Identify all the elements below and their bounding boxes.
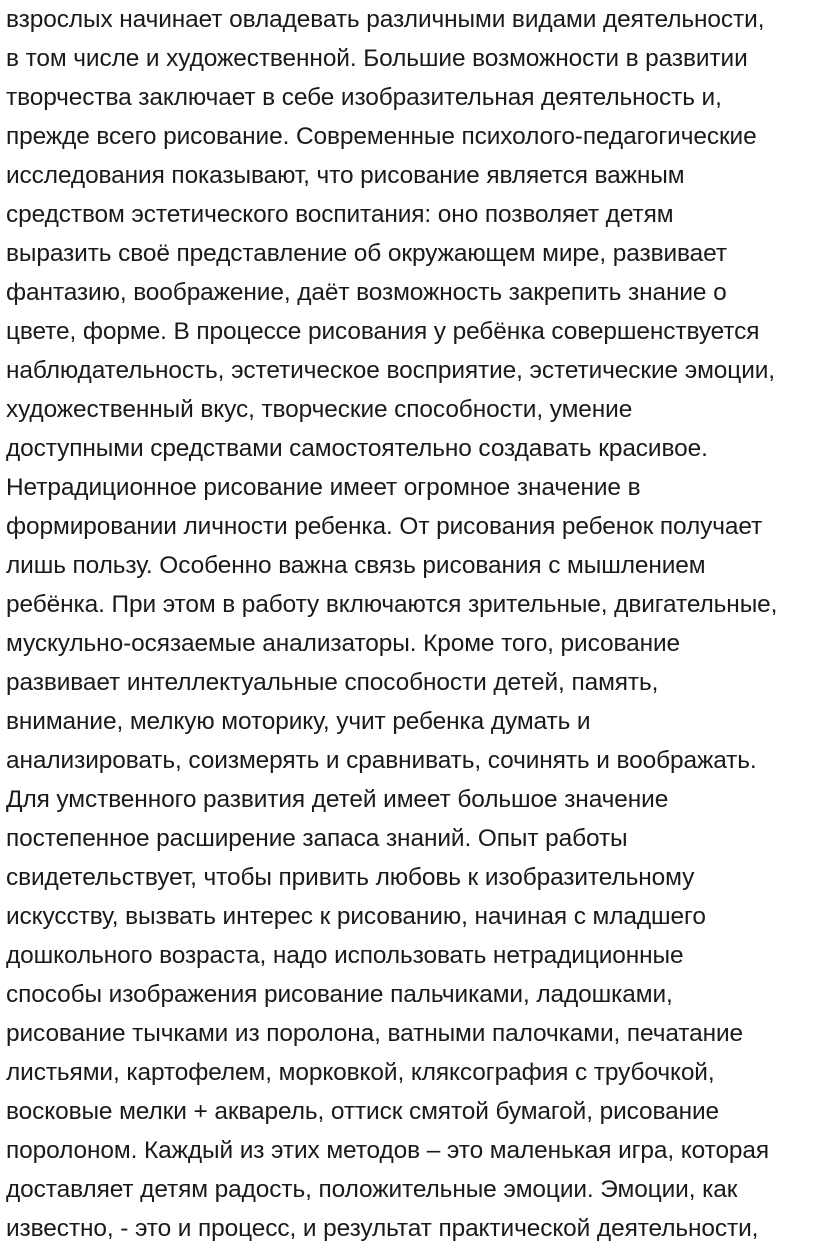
body-text	[6, 0, 816, 1248]
text-line: доставляет детям радость, положительные эмоции. Эмоции, как	[6, 1176, 738, 1203]
text-line: рисование тычками из поролона, ватными палочками, печатание	[6, 1020, 744, 1047]
text-line: известно, - это и процесс, и результат практической деятельности,	[6, 1215, 759, 1242]
text-line: ребёнка. При этом в работу включаются зрительные, двигательные,	[6, 591, 778, 618]
text-line: наблюдательность, эстетическое восприятие, эстетические эмоции,	[6, 357, 775, 384]
text-line: фантазию, воображение, даёт возможность закрепить знание о	[6, 279, 727, 306]
text-line: свидетельствует, чтобы привить любовь к изобразительному	[6, 864, 695, 891]
text-line: творчества заключает в себе изобразительная деятельность и,	[6, 84, 722, 111]
text-line: прежде всего рисование. Современные психолого-педагогические	[6, 123, 757, 150]
text-line: дошкольного возраста, надо использовать нетрадиционные	[6, 942, 684, 969]
text-line: развивает интеллектуальные способности детей, память,	[6, 669, 659, 696]
text-line: Для умственного развития детей имеет большое значение	[6, 786, 669, 813]
text-line: анализировать, соизмерять и сравнивать, сочинять и воображать.	[6, 747, 757, 774]
text-line: внимание, мелкую моторику, учит ребенка думать и	[6, 708, 591, 735]
text-line: Нетрадиционное рисование имеет огромное значение в	[6, 474, 641, 501]
text-line: мускульно-осязаемые анализаторы. Кроме того, рисование	[6, 630, 681, 657]
text-line: искусству, вызвать интерес к рисованию, начиная с младшего	[6, 903, 706, 930]
text-line: в том числе и художественной. Большие возможности в развитии	[6, 45, 748, 72]
text-line: лишь пользу. Особенно важна связь рисования с мышлением	[6, 552, 706, 579]
text-line: взрослых начинает овладевать различными видами деятельности,	[6, 6, 765, 33]
text-line: восковые мелки + акварель, оттиск смятой бумагой, рисование	[6, 1098, 720, 1125]
text-line: выразить своё представление об окружающем мире, развивает	[6, 240, 727, 267]
text-line: постепенное расширение запаса знаний. Опыт работы	[6, 825, 628, 852]
text-line: средством эстетического воспитания: оно позволяет детям	[6, 201, 674, 228]
text-line: исследования показывают, что рисование является важным	[6, 162, 685, 189]
text-line: доступными средствами самостоятельно создавать красивое.	[6, 435, 708, 462]
text-line: художественный вкус, творческие способности, умение	[6, 396, 633, 423]
text-line: листьями, картофелем, морковкой, кляксография с трубочкой,	[6, 1059, 715, 1086]
text-line: цвете, форме. В процессе рисования у ребёнка совершенствуется	[6, 318, 760, 345]
text-line: формировании личности ребенка. От рисования ребенок получает	[6, 513, 763, 540]
text-line: поролоном. Каждый из этих методов – это маленькая игра, которая	[6, 1137, 770, 1164]
text-line: способы изображения рисование пальчиками, ладошками,	[6, 981, 673, 1008]
